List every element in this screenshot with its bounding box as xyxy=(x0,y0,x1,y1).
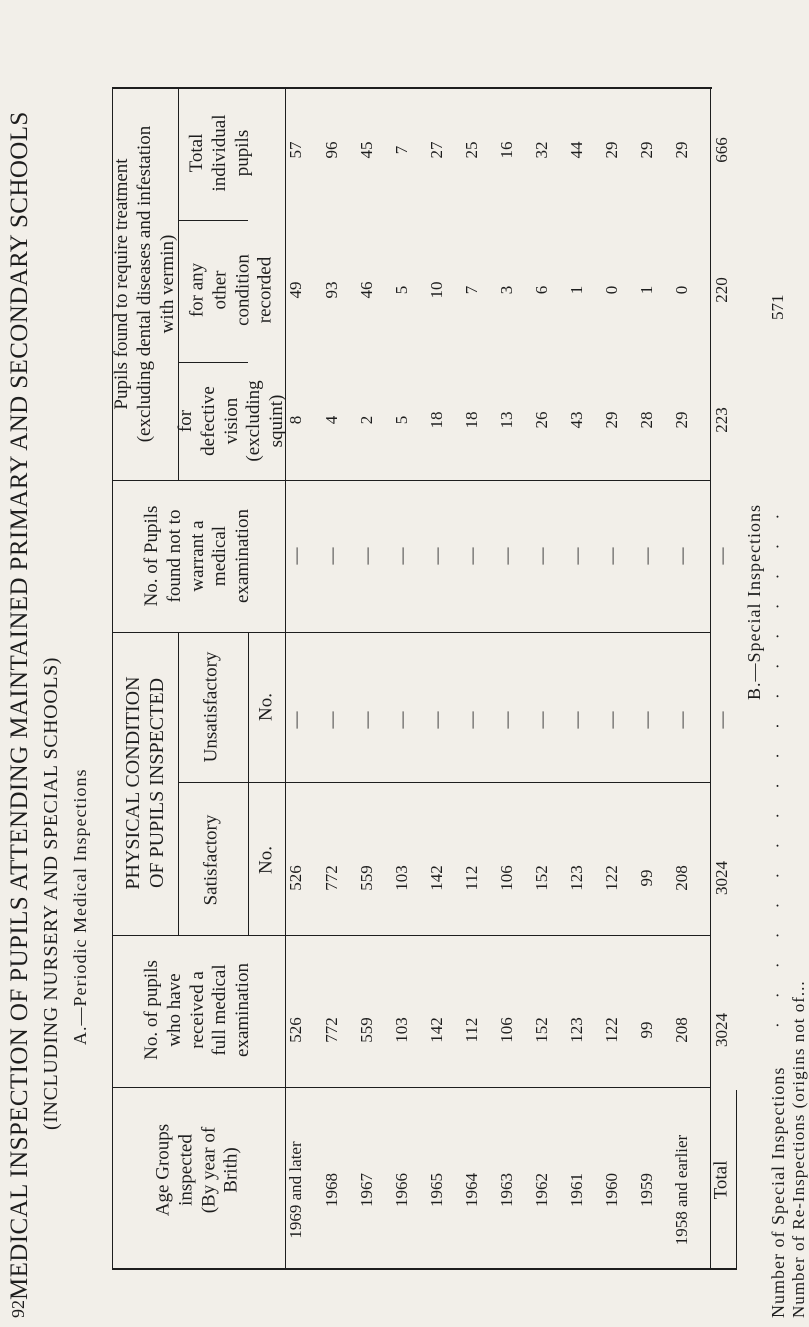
cell-unsatisfactory: — xyxy=(461,711,481,729)
cell-full-exam: 122 xyxy=(601,1017,621,1043)
cell-other: 1 xyxy=(636,285,656,295)
cell-full-exam: 559 xyxy=(356,1017,376,1043)
cell-total: 16 xyxy=(496,141,516,159)
cell-satisfactory: 208 xyxy=(671,865,691,891)
cell-not-warrant-total: — xyxy=(711,547,731,565)
header-age-groups: Age Groups inspected (By year of Brith) xyxy=(152,1123,242,1217)
cell-other: 5 xyxy=(391,285,411,295)
header-full-exam: No. of pupils who have received a full medical examination xyxy=(141,960,254,1060)
header-unsatisfactory: Unsatisfactory xyxy=(200,651,222,763)
cell-satisfactory: 142 xyxy=(426,865,446,891)
cell-total: 96 xyxy=(321,141,341,159)
cell-age: 1967 xyxy=(356,1173,376,1207)
cell-not-warrant: — xyxy=(461,547,481,565)
cell-not-warrant: — xyxy=(566,547,586,565)
cell-full-exam: 208 xyxy=(671,1017,691,1043)
cell-not-warrant: — xyxy=(285,547,305,565)
cell-vision: 5 xyxy=(391,415,411,425)
cell-other: 3 xyxy=(496,285,516,295)
cell-satisfactory: 152 xyxy=(531,865,551,891)
cell-vision: 28 xyxy=(636,411,656,429)
page-subtitle: (INCLUDING NURSERY AND SPECIAL SCHOOLS) xyxy=(40,656,62,1130)
cell-other: 93 xyxy=(321,281,341,299)
cell-full-exam: 112 xyxy=(461,1017,481,1043)
cell-satisfactory: 526 xyxy=(285,865,305,891)
cell-unsatisfactory-total: — xyxy=(711,711,731,729)
cell-age: 1963 xyxy=(496,1173,516,1207)
cell-satisfactory: 103 xyxy=(391,865,411,891)
cell-full-exam: 123 xyxy=(566,1017,586,1043)
cell-total: 44 xyxy=(566,141,586,159)
cell-full-exam-total: 3024 xyxy=(711,1013,731,1047)
cell-satisfactory: 559 xyxy=(356,865,376,891)
cell-vision-total: 223 xyxy=(711,407,731,433)
cell-not-warrant: — xyxy=(426,547,446,565)
cell-age: 1958 and earlier xyxy=(671,1134,691,1246)
cell-full-exam: 106 xyxy=(496,1017,516,1043)
cell-vision: 29 xyxy=(601,411,621,429)
header-not-warrant: No. of Pupils found not to warrant a medical examination xyxy=(141,505,254,607)
cell-unsatisfactory: — xyxy=(496,711,516,729)
cell-satisfactory: 112 xyxy=(461,865,481,891)
cell-age: 1964 xyxy=(461,1173,481,1207)
cell-total: 27 xyxy=(426,141,446,159)
cell-not-warrant: — xyxy=(671,547,691,565)
cell-not-warrant: — xyxy=(356,547,376,565)
page-number: 92 xyxy=(8,1300,28,1318)
cell-unsatisfactory: — xyxy=(531,711,551,729)
cell-total: 32 xyxy=(531,141,551,159)
cell-unsatisfactory: — xyxy=(321,711,341,729)
cell-age: 1965 xyxy=(426,1173,446,1207)
header-defective-vision: for defective vision (excluding squint) xyxy=(175,380,288,462)
header-satisfactory-no: No. xyxy=(255,846,277,874)
cell-not-warrant: — xyxy=(496,547,516,565)
cell-vision: 18 xyxy=(461,411,481,429)
cell-satisfactory: 122 xyxy=(601,865,621,891)
cell-satisfactory: 99 xyxy=(636,869,656,887)
cell-full-exam: 152 xyxy=(531,1017,551,1043)
cell-not-warrant: — xyxy=(531,547,551,565)
cell-not-warrant: — xyxy=(601,547,621,565)
cell-other: 10 xyxy=(426,281,446,299)
cell-vision: 43 xyxy=(566,411,586,429)
cell-not-warrant: — xyxy=(636,547,656,565)
header-require-treatment: Pupils found to require treatment (excluding dental diseases and infestation with vermin) xyxy=(110,125,178,443)
cell-satisfactory: 106 xyxy=(496,865,516,891)
cell-age: 1960 xyxy=(601,1173,621,1207)
special-inspections-label: Number of Special Inspections xyxy=(768,1066,788,1318)
cell-age: 1968 xyxy=(321,1173,341,1207)
cell-total: 25 xyxy=(461,141,481,159)
section-b-heading: B.—Special Inspections xyxy=(744,504,764,700)
cell-satisfactory-total: 3024 xyxy=(711,861,731,895)
cell-unsatisfactory: — xyxy=(356,711,376,729)
cell-total-label: Total xyxy=(710,1160,732,1200)
header-unsatisfactory-no: No. xyxy=(255,693,277,721)
cell-other-total: 220 xyxy=(711,277,731,303)
cell-age: 1966 xyxy=(391,1173,411,1207)
cell-unsatisfactory: — xyxy=(285,711,305,729)
cell-unsatisfactory: — xyxy=(636,711,656,729)
cell-age: 1969 and later xyxy=(285,1141,305,1239)
cell-unsatisfactory: — xyxy=(426,711,446,729)
cell-vision: 29 xyxy=(671,411,691,429)
cell-other: 0 xyxy=(671,285,691,295)
cell-total: 45 xyxy=(356,141,376,159)
cell-full-exam: 103 xyxy=(391,1017,411,1043)
cell-unsatisfactory: — xyxy=(566,711,586,729)
header-physical-condition: PHYSICAL CONDITION OF PUPILS INSPECTED xyxy=(122,676,168,890)
cell-unsatisfactory: — xyxy=(391,711,411,729)
cell-vision: 8 xyxy=(285,415,305,425)
cell-other: 6 xyxy=(531,285,551,295)
cell-other: 1 xyxy=(566,285,586,295)
cell-other: 0 xyxy=(601,285,621,295)
cell-not-warrant: — xyxy=(321,547,341,565)
special-inspections-value: 571 xyxy=(768,294,787,320)
cell-unsatisfactory: — xyxy=(601,711,621,729)
cell-age: 1961 xyxy=(566,1173,586,1207)
cell-vision: 2 xyxy=(356,415,376,425)
header-other-condition: for any other condition recorded xyxy=(186,254,276,326)
cell-vision: 26 xyxy=(531,411,551,429)
cell-other: 46 xyxy=(356,281,376,299)
special-inspections-leaders: · · · · · · · · · · · · · · · · · · xyxy=(768,503,787,1028)
reinspections-label: Number of Re-Inspections (origins not of... xyxy=(789,980,808,1318)
cell-other: 7 xyxy=(461,285,481,295)
cell-total: 7 xyxy=(391,145,411,155)
header-satisfactory: Satisfactory xyxy=(200,814,222,906)
header-total-individual: Total individual pupils xyxy=(185,114,253,192)
cell-total: 29 xyxy=(601,141,621,159)
cell-satisfactory: 772 xyxy=(321,865,341,891)
cell-vision: 4 xyxy=(321,415,341,425)
cell-age: 1962 xyxy=(531,1173,551,1207)
cell-full-exam: 772 xyxy=(321,1017,341,1043)
cell-vision: 13 xyxy=(496,411,516,429)
page-title: MEDICAL INSPECTION OF PUPILS ATTENDING MAINTAINED PRIMARY AND SECONDARY SCHOOLS xyxy=(6,111,33,1300)
cell-satisfactory: 123 xyxy=(566,865,586,891)
cell-unsatisfactory: — xyxy=(671,711,691,729)
section-a-heading: A.—Periodic Medical Inspections xyxy=(70,768,90,1045)
cell-vision: 18 xyxy=(426,411,446,429)
cell-full-exam: 526 xyxy=(285,1017,305,1043)
cell-total: 29 xyxy=(671,141,691,159)
cell-other: 49 xyxy=(285,281,305,299)
cell-full-exam: 99 xyxy=(636,1021,656,1039)
cell-grand-total: 666 xyxy=(711,137,731,163)
cell-full-exam: 142 xyxy=(426,1017,446,1043)
cell-age: 1959 xyxy=(636,1173,656,1207)
cell-not-warrant: — xyxy=(391,547,411,565)
cell-total: 29 xyxy=(636,141,656,159)
cell-total: 57 xyxy=(285,141,305,159)
